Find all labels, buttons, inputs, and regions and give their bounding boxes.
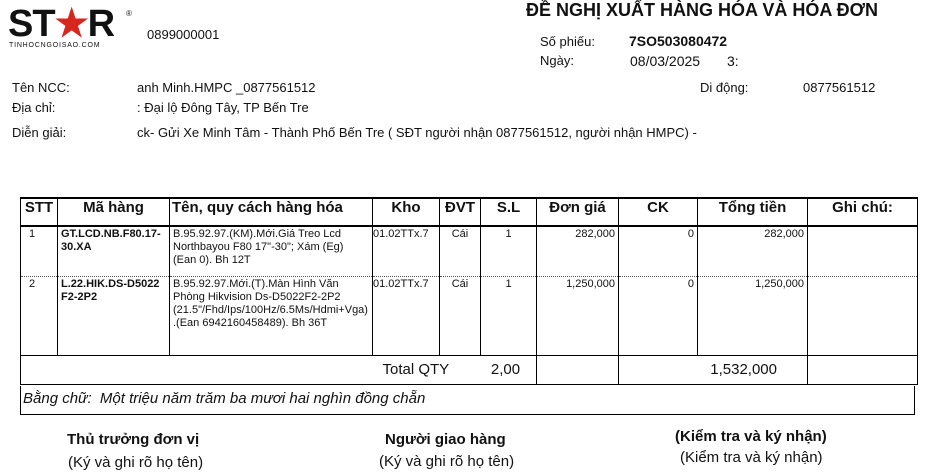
diachi-label: Địa chỉ: (12, 100, 56, 115)
registered-mark: ® (126, 9, 132, 18)
signature-title-deliverer: Người giao hàng (385, 431, 506, 448)
ncc-label: Tên NCC: (12, 80, 70, 95)
row-kho: 01.02TTx.7 (373, 276, 440, 355)
row-ghi-chu (808, 276, 918, 355)
logo-r: R (87, 3, 115, 45)
table-header-row (21, 198, 918, 226)
row-stt: 1 (21, 226, 58, 276)
logo-text (8, 5, 114, 43)
row-dvt: Cái (440, 276, 481, 355)
ngay-label: Ngày: (540, 53, 574, 68)
total-don-gia-empty (537, 355, 619, 384)
total-qty-label (373, 355, 537, 384)
document-title: ĐỀ NGHỊ XUẤT HÀNG HÓA VÀ HÓA ĐƠN (526, 0, 879, 20)
company-phone: 0899000001 (147, 27, 220, 42)
amount-in-words (20, 386, 915, 415)
signature-sub-receiver: (Kiểm tra và ký nhận) (680, 449, 823, 466)
col-don-gia: Đơn giá (537, 198, 619, 226)
row-dvt: Cái (440, 226, 481, 276)
row-sl: 1 (481, 226, 537, 276)
total-label-text: Total QTY (382, 361, 450, 378)
table-row (21, 226, 918, 276)
signature-sub-deliverer: (Ký và ghi rõ họ tên) (379, 453, 515, 470)
total-spacer (21, 355, 373, 384)
signature-title-receiver: (Kiểm tra và ký nhận) (675, 428, 827, 445)
signature-title-director: Thủ trưởng đơn vị (67, 431, 200, 448)
col-kho: Kho (373, 198, 440, 226)
ncc-value: anh Minh.HMPC _0877561512 (137, 80, 316, 95)
row-tong-tien: 1,250,000 (698, 276, 808, 355)
col-sl: S.L (481, 198, 537, 226)
diachi-value: : Đại lộ Đông Tây, TP Bến Tre (137, 100, 309, 115)
col-ck: CK (619, 198, 698, 226)
items-table (20, 197, 918, 385)
col-ghi-chu: Ghi chú: (808, 198, 918, 226)
ngay-value: 08/03/2025 (630, 53, 701, 69)
total-amount: 1,532,000 (619, 355, 808, 384)
amount-words-value: Một triệu năm trăm ba mươi hai nghìn đồng chẵn (99, 390, 426, 407)
row-code: GT.LCD.NB.F80.17-30.XA (58, 226, 170, 276)
row-ghi-chu (808, 226, 918, 276)
diengiai-value: ck- Gửi Xe Minh Tâm - Thành Phố Bến Tre ( SĐT người nhận 0877561512, người nhận HMPC) - (137, 125, 697, 140)
company-logo (8, 5, 132, 51)
col-dvt: ĐVT (440, 198, 481, 226)
didong-value: 0877561512 (803, 80, 876, 95)
row-sl: 1 (481, 276, 537, 355)
col-ten-hang: Tên, quy cách hàng hóa (170, 198, 373, 226)
logo-star-icon: ★ (54, 3, 88, 45)
row-ck: 0 (619, 276, 698, 355)
signature-sub-director: (Ký và ghi rõ họ tên) (68, 454, 204, 471)
logo-st: ST (8, 3, 55, 45)
col-stt: STT (21, 198, 58, 226)
amount-words-label: Bằng chữ: (23, 390, 92, 407)
total-ghi-chu-empty (808, 355, 918, 384)
total-row (21, 355, 918, 384)
row-code: L.22.HIK.DS-D5022F2-2P2 (58, 276, 170, 355)
didong-label: Di động: (700, 80, 749, 95)
ngay-extra: 3: (727, 53, 739, 69)
row-name: B.95.92.97.(KM).Mới.Giá Treo Lcd Northbayou F80 17"-30"; Xám (Eg) (Ean 0). Bh 12T (170, 226, 373, 276)
table-row (21, 276, 918, 355)
total-qty-value: 2,00 (490, 361, 521, 378)
row-tong-tien: 282,000 (698, 226, 808, 276)
col-ma-hang: Mã hàng (58, 198, 170, 226)
row-don-gia: 282,000 (537, 226, 619, 276)
so-phieu-label: Số phiếu: (540, 34, 595, 49)
row-kho: 01.02TTx.7 (373, 226, 440, 276)
row-ck: 0 (619, 226, 698, 276)
diengiai-label: Diễn giải: (12, 125, 67, 140)
row-stt: 2 (21, 276, 58, 355)
row-don-gia: 1,250,000 (537, 276, 619, 355)
row-name: B.95.92.97.Mới.(T).Màn Hình Văn Phòng Hikvision Ds-D5022F2-2P2 (21.5"/Fhd/Ips/100Hz/6.5Ms/Hdmi+Vga).(Ean 6942160458489). Bh 36T (170, 276, 373, 355)
col-tong-tien: Tổng tiền (698, 198, 808, 226)
so-phieu-value: 7SO503080472 (629, 33, 728, 49)
logo-subtitle: TINHOCNGOISAO.COM (9, 42, 101, 49)
